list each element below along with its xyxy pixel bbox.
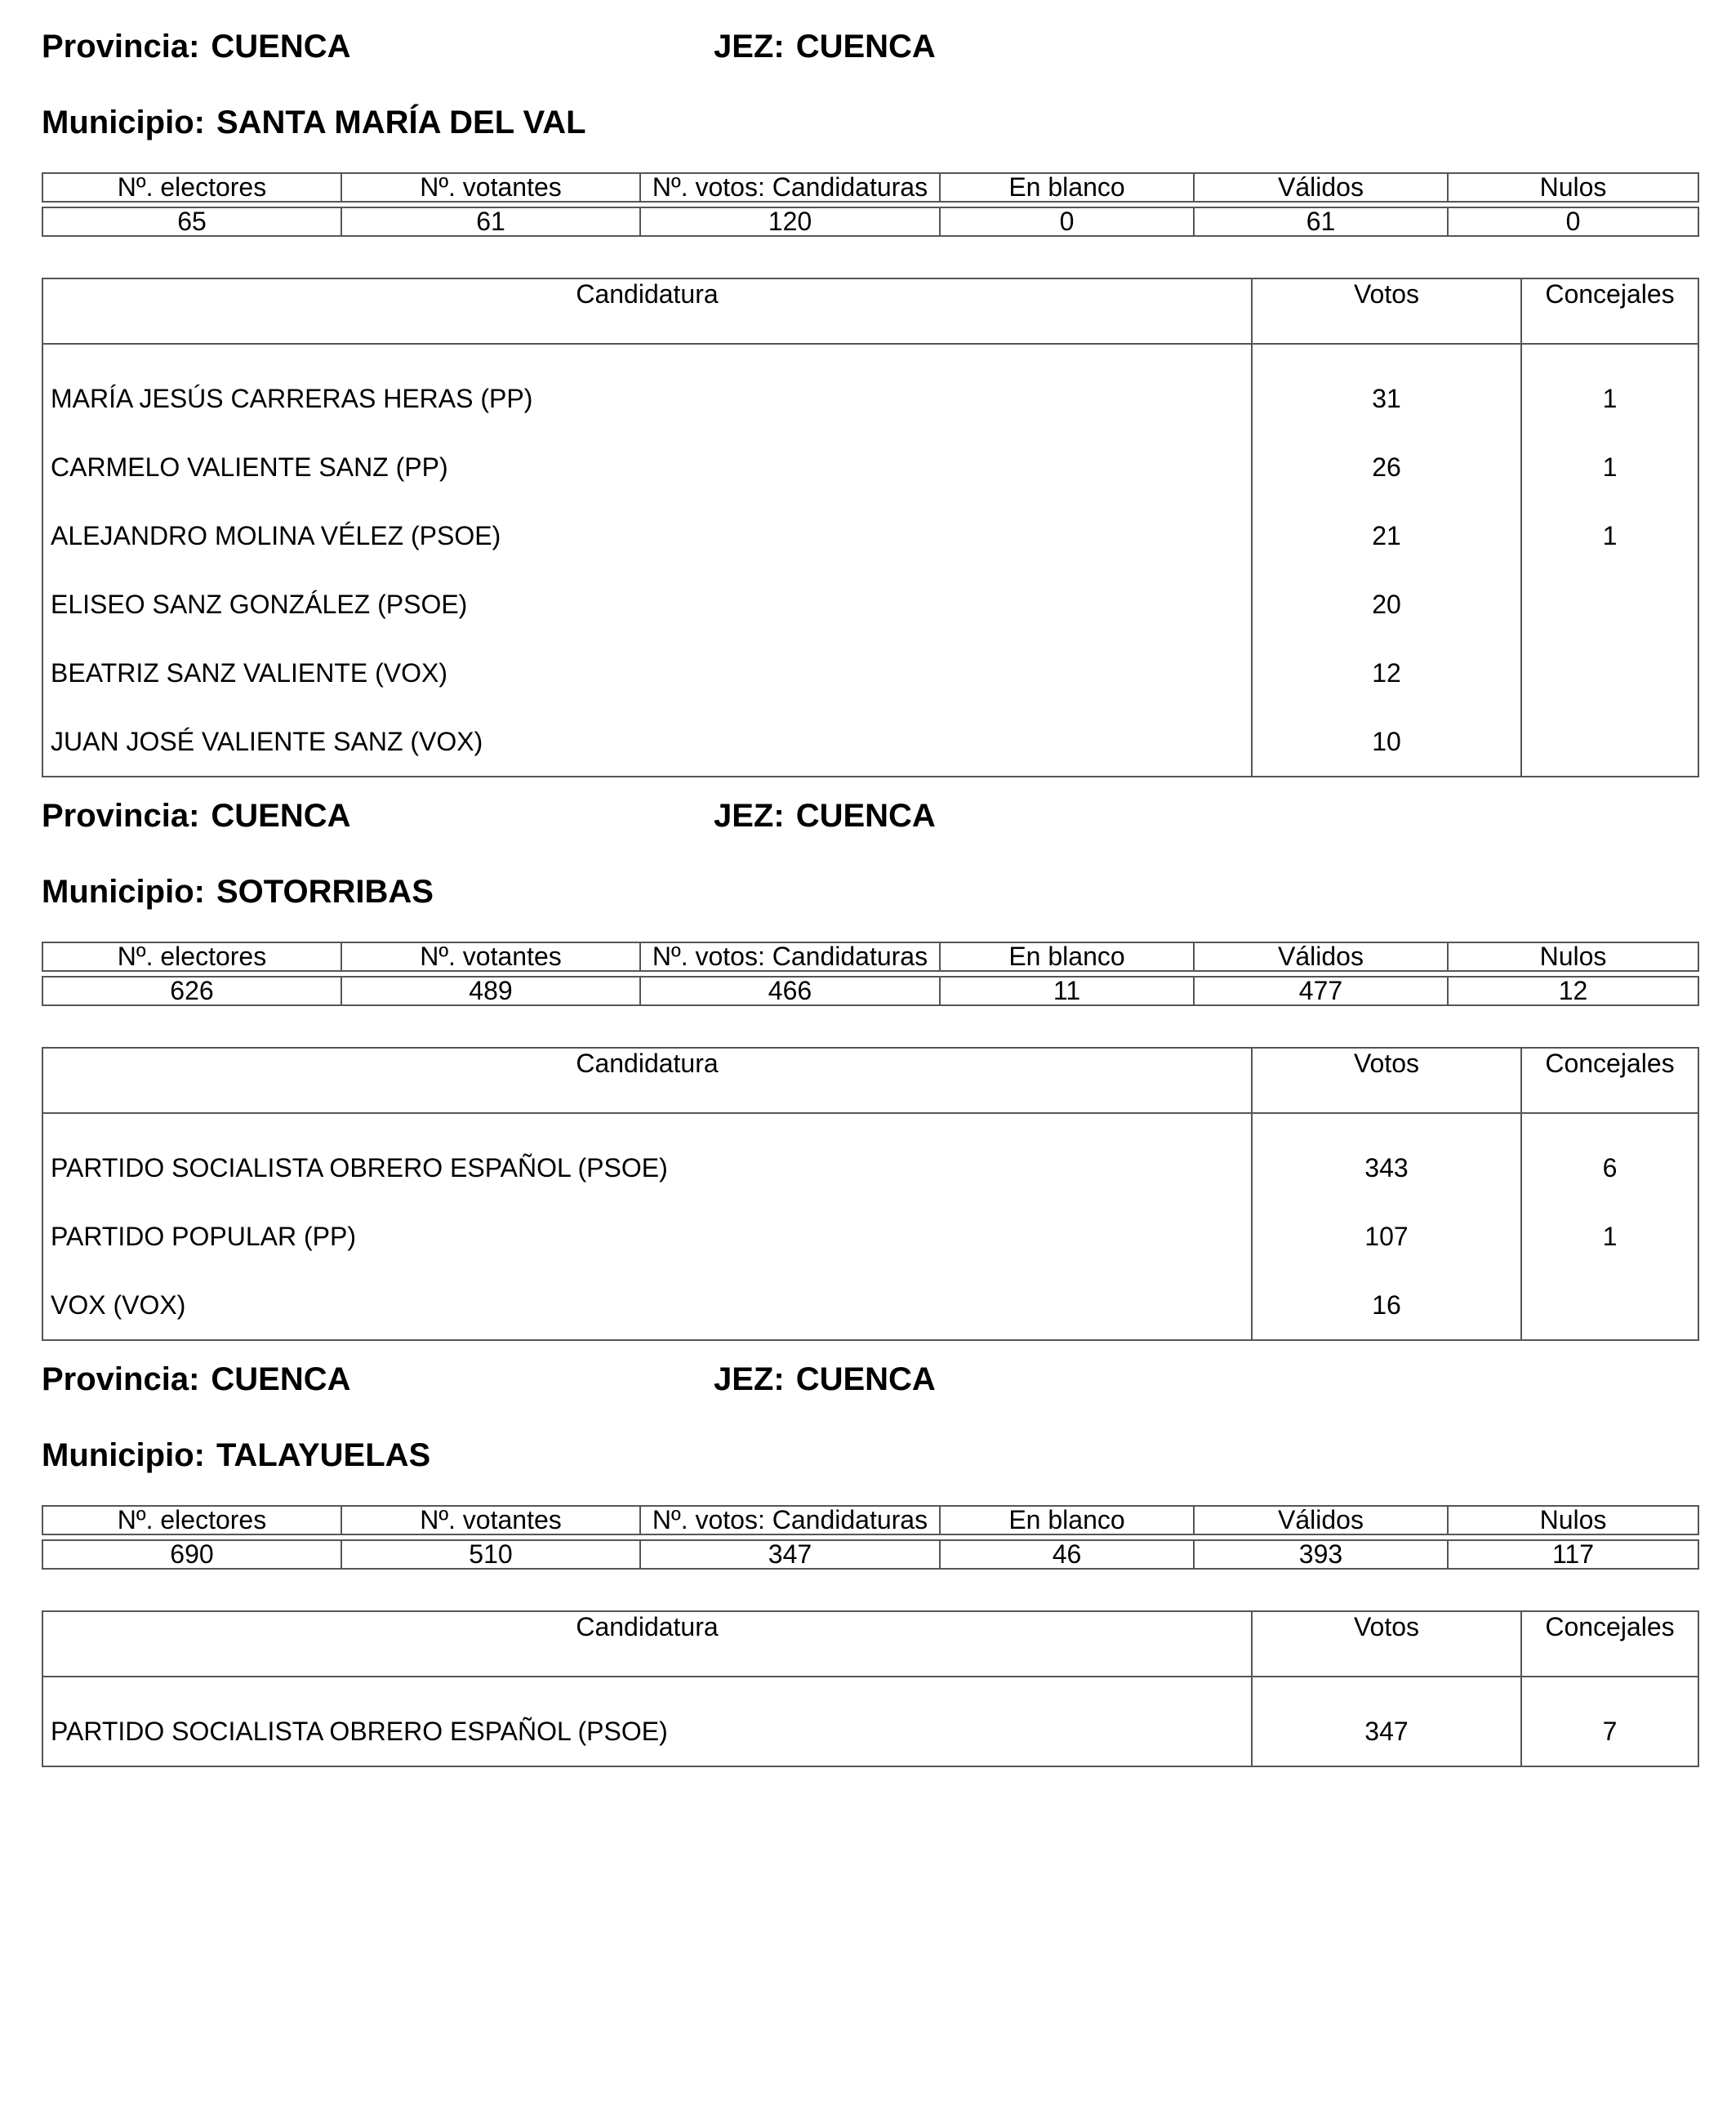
stats-value-cell: 510 xyxy=(342,1541,641,1568)
stats-header-row xyxy=(42,942,1699,972)
stats-value-cell: 65 xyxy=(43,208,342,235)
stats-header-cell: Nº. votantes xyxy=(342,174,641,201)
candidates-header-row xyxy=(43,1049,1698,1114)
candidate-name: JUAN JOSÉ VALIENTE SANZ (VOX) xyxy=(43,707,1253,776)
candidates-table xyxy=(42,1047,1699,1341)
table-row xyxy=(43,433,1698,501)
provincia-value: CUENCA xyxy=(211,29,351,65)
candidate-votes: 16 xyxy=(1253,1271,1522,1339)
stats-header-cell: Válidos xyxy=(1195,1507,1449,1534)
provincia-value: CUENCA xyxy=(211,798,351,834)
concejales-header: Concejales xyxy=(1545,1612,1675,1641)
stats-table xyxy=(42,942,1699,1006)
stats-value-cell: 46 xyxy=(941,1541,1195,1568)
votos-header: Votos xyxy=(1253,1049,1522,1112)
candidate-seats: 1 xyxy=(1602,452,1618,482)
candidate-name: CARMELO VALIENTE SANZ (PP) xyxy=(43,433,1253,501)
candidate-seats: 6 xyxy=(1602,1153,1618,1182)
stats-value-cell: 393 xyxy=(1195,1541,1449,1568)
stats-value-cell: 61 xyxy=(1195,208,1449,235)
candidate-name: VOX (VOX) xyxy=(43,1271,1253,1339)
municipio-value: SANTA MARÍA DEL VAL xyxy=(216,105,586,140)
candidate-seats: 1 xyxy=(1602,521,1618,550)
stats-value-cell: 477 xyxy=(1195,978,1449,1004)
stats-value-cell: 466 xyxy=(641,978,941,1004)
candidate-seats: 1 xyxy=(1602,384,1618,413)
jez-value: CUENCA xyxy=(795,29,936,65)
stats-header-cell: Nº. votantes xyxy=(342,943,641,970)
municipio-heading: Municipio: SOTORRIBAS xyxy=(42,874,434,910)
table-row xyxy=(43,364,1698,433)
candidatura-header: Candidatura xyxy=(43,1612,1253,1676)
table-spacer xyxy=(43,1677,1698,1697)
stats-header-cell: Válidos xyxy=(1195,943,1449,970)
candidate-name: PARTIDO SOCIALISTA OBRERO ESPAÑOL (PSOE) xyxy=(43,1133,1253,1202)
candidate-seats: 7 xyxy=(1602,1717,1618,1746)
municipio-heading: Municipio: TALAYUELAS xyxy=(42,1437,431,1473)
provincia-heading: Provincia: CUENCA xyxy=(42,1361,351,1397)
candidatura-header: Candidatura xyxy=(43,279,1253,343)
stats-header-cell: Nº. votantes xyxy=(342,1507,641,1534)
stats-value-cell: 626 xyxy=(43,978,342,1004)
stats-value-cell: 11 xyxy=(941,978,1195,1004)
table-row xyxy=(43,501,1698,570)
stats-value-cell: 690 xyxy=(43,1541,342,1568)
stats-value-cell: 0 xyxy=(941,208,1195,235)
stats-value-cell: 117 xyxy=(1551,1541,1594,1568)
table-row xyxy=(43,1271,1698,1339)
table-row xyxy=(43,639,1698,707)
candidate-votes: 31 xyxy=(1253,364,1522,433)
stats-header-cell: Nº. votos: Candidaturas xyxy=(641,174,941,201)
candidate-votes: 26 xyxy=(1253,433,1522,501)
stats-header-cell: Nulos xyxy=(1539,1507,1607,1534)
stats-header-cell: Nº. votos: Candidaturas xyxy=(641,1507,941,1534)
table-row xyxy=(43,1133,1698,1202)
candidates-header-row xyxy=(43,1612,1698,1677)
stats-header-cell: Nº. electores xyxy=(43,174,342,201)
jez-heading: JEZ: CUENCA xyxy=(714,29,936,65)
table-spacer xyxy=(43,345,1698,364)
candidate-votes: 10 xyxy=(1253,707,1522,776)
jez-value: CUENCA xyxy=(795,798,936,834)
table-row xyxy=(43,1697,1698,1766)
provincia-heading: Provincia: CUENCA xyxy=(42,798,351,834)
stats-value-cell: 12 xyxy=(1558,978,1588,1004)
table-row xyxy=(43,1202,1698,1271)
candidate-seats xyxy=(1522,570,1698,639)
candidate-name: PARTIDO SOCIALISTA OBRERO ESPAÑOL (PSOE) xyxy=(43,1697,1253,1766)
provincia-value: CUENCA xyxy=(211,1361,351,1397)
stats-value-row xyxy=(42,976,1699,1006)
concejales-header: Concejales xyxy=(1545,1049,1675,1078)
stats-value-cell: 489 xyxy=(342,978,641,1004)
jez-value: CUENCA xyxy=(795,1361,936,1397)
candidate-name: BEATRIZ SANZ VALIENTE (VOX) xyxy=(43,639,1253,707)
municipio-heading: Municipio: SANTA MARÍA DEL VAL xyxy=(42,105,586,140)
candidate-seats: 1 xyxy=(1602,1222,1618,1251)
stats-header-cell: En blanco xyxy=(941,943,1195,970)
candidate-name: ELISEO SANZ GONZÁLEZ (PSOE) xyxy=(43,570,1253,639)
stats-value-cell: 347 xyxy=(641,1541,941,1568)
stats-header-row xyxy=(42,1505,1699,1535)
stats-header-cell: Válidos xyxy=(1195,174,1449,201)
table-row xyxy=(43,570,1698,639)
stats-header-cell: Nº. votos: Candidaturas xyxy=(641,943,941,970)
stats-header-cell: Nulos xyxy=(1539,174,1607,201)
candidate-name: PARTIDO POPULAR (PP) xyxy=(43,1202,1253,1271)
provincia-heading: Provincia: CUENCA xyxy=(42,29,351,65)
candidate-votes: 107 xyxy=(1253,1202,1522,1271)
candidate-seats xyxy=(1522,639,1698,707)
stats-table xyxy=(42,172,1699,237)
municipio-value: SOTORRIBAS xyxy=(216,874,434,910)
stats-header-cell: Nº. electores xyxy=(43,943,342,970)
stats-value-row xyxy=(42,207,1699,237)
table-spacer xyxy=(43,1114,1698,1133)
stats-value-cell: 0 xyxy=(1565,208,1581,235)
municipio-value: TALAYUELAS xyxy=(216,1437,431,1473)
candidate-votes: 12 xyxy=(1253,639,1522,707)
votos-header: Votos xyxy=(1253,1612,1522,1676)
stats-header-cell: En blanco xyxy=(941,1507,1195,1534)
stats-value-cell: 61 xyxy=(342,208,641,235)
candidate-name: ALEJANDRO MOLINA VÉLEZ (PSOE) xyxy=(43,501,1253,570)
stats-value-cell: 120 xyxy=(641,208,941,235)
stats-header-row xyxy=(42,172,1699,203)
stats-header-cell: Nº. electores xyxy=(43,1507,342,1534)
votos-header: Votos xyxy=(1253,279,1522,343)
stats-header-cell: En blanco xyxy=(941,174,1195,201)
candidates-table xyxy=(42,1610,1699,1767)
candidate-seats xyxy=(1522,1271,1698,1339)
candidate-votes: 347 xyxy=(1253,1697,1522,1766)
candidate-seats xyxy=(1522,707,1698,776)
stats-table xyxy=(42,1505,1699,1570)
concejales-header: Concejales xyxy=(1545,279,1675,309)
stats-value-row xyxy=(42,1539,1699,1570)
jez-heading: JEZ: CUENCA xyxy=(714,798,936,834)
candidate-name: MARÍA JESÚS CARRERAS HERAS (PP) xyxy=(43,364,1253,433)
stats-header-cell: Nulos xyxy=(1539,943,1607,970)
candidate-votes: 21 xyxy=(1253,501,1522,570)
candidates-table xyxy=(42,278,1699,777)
candidates-header-row xyxy=(43,279,1698,345)
table-row xyxy=(43,707,1698,776)
candidatura-header: Candidatura xyxy=(43,1049,1253,1112)
candidate-votes: 20 xyxy=(1253,570,1522,639)
candidate-votes: 343 xyxy=(1253,1133,1522,1202)
jez-heading: JEZ: CUENCA xyxy=(714,1361,936,1397)
